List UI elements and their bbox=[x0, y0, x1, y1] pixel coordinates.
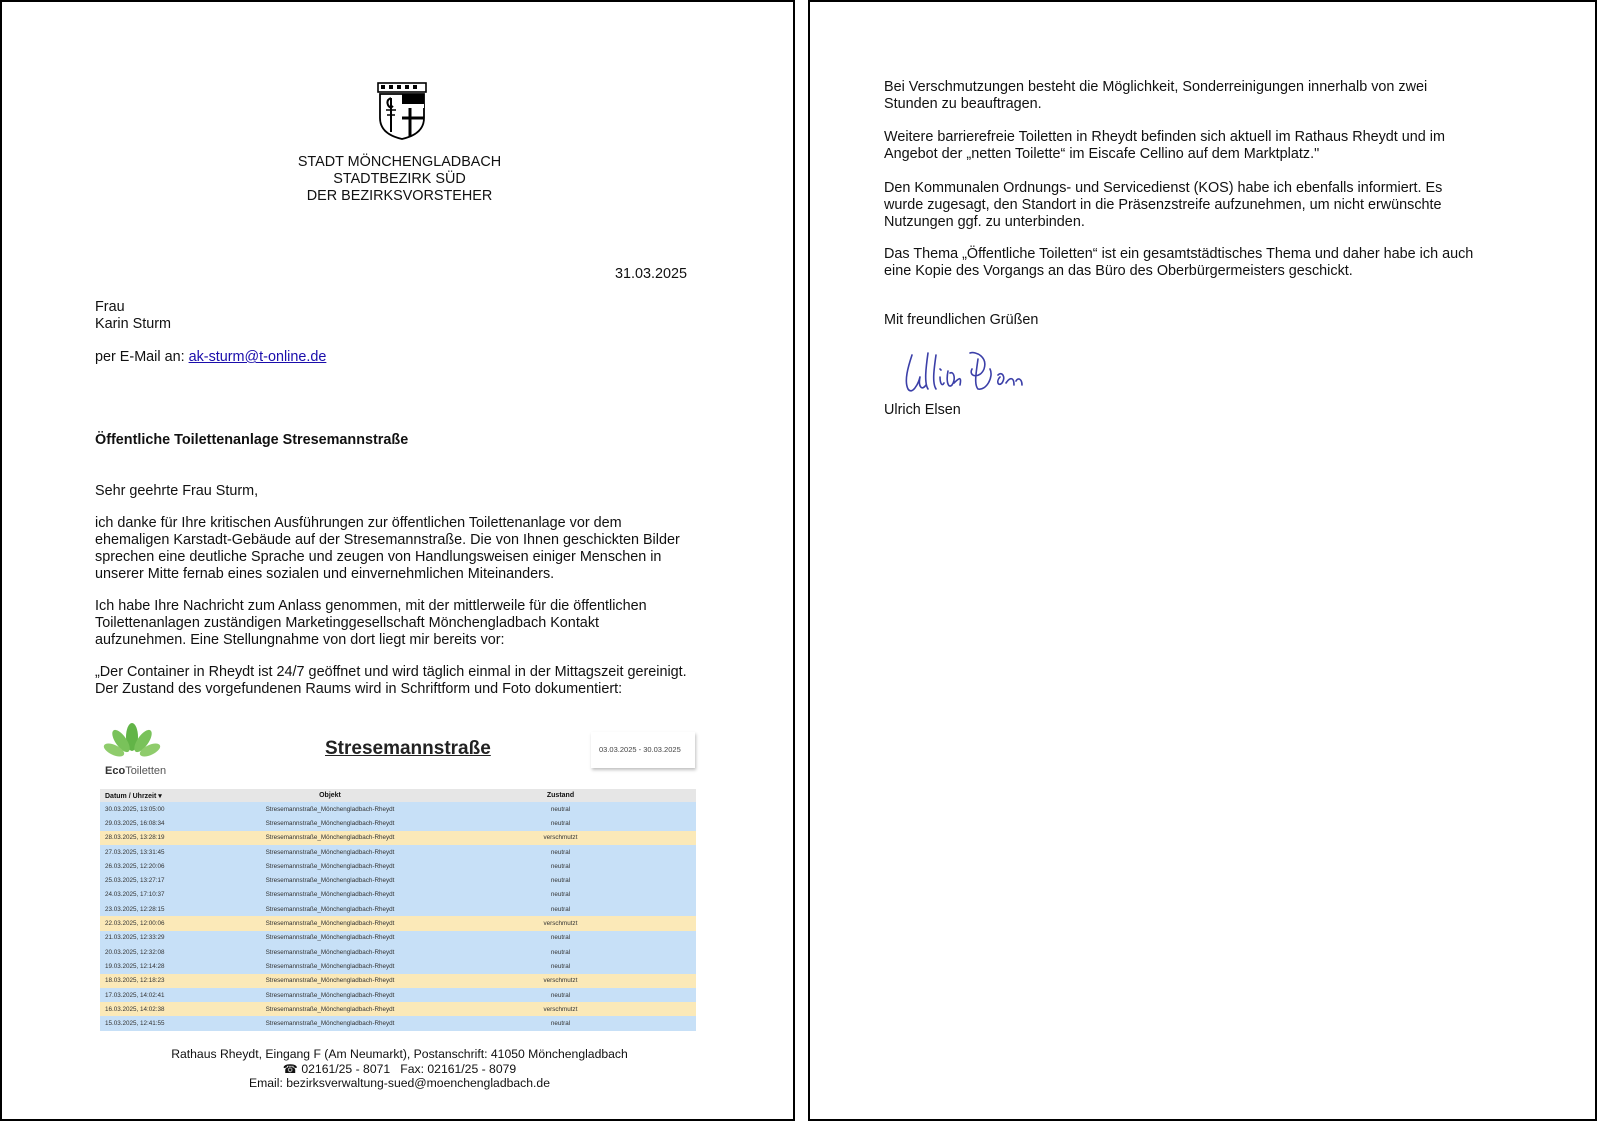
greeting: Sehr geehrte Frau Sturm, bbox=[95, 483, 259, 499]
ecotoiletten-wordmark: EcoToiletten bbox=[105, 765, 167, 777]
table-row bbox=[100, 859, 696, 873]
cell-datetime: 21.03.2025, 12:33:29 bbox=[100, 931, 235, 945]
table-row bbox=[100, 945, 696, 959]
signatory-name: Ulrich Elsen bbox=[884, 402, 961, 418]
cell-status: verschmutzt bbox=[425, 916, 696, 930]
column-header-datetime[interactable]: Datum / Uhrzeit ▾ bbox=[100, 789, 235, 802]
cell-status: neutral bbox=[425, 859, 696, 873]
cell-status: neutral bbox=[425, 845, 696, 859]
letter-page-1 bbox=[0, 0, 795, 1121]
cell-object: Stresemannstraße_Mönchengladbach-Rheydt bbox=[235, 902, 425, 916]
cell-datetime: 17.03.2025, 14:02:41 bbox=[100, 988, 235, 1002]
cell-object: Stresemannstraße_Mönchengladbach-Rheydt bbox=[235, 931, 425, 945]
table-header-row bbox=[100, 789, 696, 802]
cell-object: Stresemannstraße_Mönchengladbach-Rheydt bbox=[235, 816, 425, 830]
table-row bbox=[100, 1016, 696, 1030]
cell-datetime: 30.03.2025, 13:05:00 bbox=[100, 802, 235, 816]
cell-datetime: 26.03.2025, 12:20:06 bbox=[100, 859, 235, 873]
cell-object: Stresemannstraße_Mönchengladbach-Rheydt bbox=[235, 873, 425, 887]
closing: Mit freundlichen Grüßen bbox=[884, 312, 1039, 328]
table-row bbox=[100, 888, 696, 902]
cell-status: neutral bbox=[425, 888, 696, 902]
footer-contact bbox=[2, 1062, 797, 1077]
city-crest-icon bbox=[377, 82, 427, 140]
letterhead-office: DER BEZIRKSVORSTEHER bbox=[306, 188, 493, 204]
cell-status: neutral bbox=[425, 873, 696, 887]
footer-address: Rathaus Rheydt, Eingang F (Am Neumarkt), Postanschrift: 41050 Mönchengladbach bbox=[171, 1047, 628, 1061]
cell-datetime: 23.03.2025, 12:28:15 bbox=[100, 902, 235, 916]
cell-datetime: 19.03.2025, 12:14:28 bbox=[100, 959, 235, 973]
cell-datetime: 24.03.2025, 17:10:37 bbox=[100, 888, 235, 902]
cell-status: neutral bbox=[425, 988, 696, 1002]
cell-object: Stresemannstraße_Mönchengladbach-Rheydt bbox=[235, 1016, 425, 1030]
letterhead-district: STADTBEZIRK SÜD bbox=[333, 171, 466, 187]
table-row bbox=[100, 902, 696, 916]
p2-paragraph-4: Das Thema „Öffentliche Toiletten“ ist ein gesamtstädtisches Thema und daher habe ich auch eine Kopie des Vorgangs an das Büro des Oberbürgermeisters geschickt. bbox=[884, 246, 1474, 279]
phone-icon: ☎ bbox=[282, 1061, 302, 1076]
cell-datetime: 18.03.2025, 12:18:23 bbox=[100, 974, 235, 988]
p2-paragraph-2: Weitere barrierefreie Toiletten in Rheydt befinden sich aktuell im Rathaus Rheydt und im Angebot der „netten Toilette“ im Eiscafe Cellino auf dem Marktplatz." bbox=[884, 129, 1445, 162]
recipient-name: Karin Sturm bbox=[95, 316, 171, 332]
cleaning-report-image bbox=[95, 716, 701, 1030]
email-link[interactable]: ak-sturm@t-online.de bbox=[188, 349, 327, 365]
cell-object: Stresemannstraße_Mönchengladbach-Rheydt bbox=[235, 974, 425, 988]
column-header-object: Objekt bbox=[235, 789, 425, 802]
p2-paragraph-1: Bei Verschmutzungen besteht die Möglichkeit, Sonderreinigungen innerhalb von zwei Stunden zu beauftragen. bbox=[884, 79, 1428, 112]
table-body bbox=[100, 802, 696, 1031]
paragraph-2: Ich habe Ihre Nachricht zum Anlass genommen, mit der mittlerweile für die öffentlichen Toilettenanlagen zuständigen Marketinggesellschaft Mönchengladbach Kontakt aufzunehmen. Eine Stellungnahme von dort liegt mir bereits vor: bbox=[95, 598, 647, 648]
cell-status: neutral bbox=[425, 802, 696, 816]
cell-datetime: 16.03.2025, 14:02:38 bbox=[100, 1002, 235, 1016]
footer-email: Email: bezirksverwaltung-sued@moenchengladbach.de bbox=[249, 1076, 550, 1090]
cell-object: Stresemannstraße_Mönchengladbach-Rheydt bbox=[235, 1002, 425, 1016]
ecotoiletten-logo bbox=[97, 721, 167, 777]
cell-status: neutral bbox=[425, 945, 696, 959]
cell-object: Stresemannstraße_Mönchengladbach-Rheydt bbox=[235, 888, 425, 902]
table-row bbox=[100, 816, 696, 830]
recipient-email-line bbox=[95, 349, 326, 366]
cell-status: verschmutzt bbox=[425, 974, 696, 988]
table-row bbox=[100, 873, 696, 887]
cell-status: neutral bbox=[425, 816, 696, 830]
footer-phone-fax: 02161/25 - 8071 Fax: 02161/25 - 8079 bbox=[301, 1061, 517, 1076]
letter-footer bbox=[2, 1047, 797, 1091]
cell-object: Stresemannstraße_Mönchengladbach-Rheydt bbox=[235, 988, 425, 1002]
cell-status: verschmutzt bbox=[425, 831, 696, 845]
p2-paragraph-3: Den Kommunalen Ordnungs- und Servicedienst (KOS) habe ich ebenfalls informiert. Es wurde zugesagt, den Standort in die Präsenzstreife aufzunehmen, um nicht erwünschte Nutzungen ggf. zu unterbinden. bbox=[884, 180, 1443, 230]
letterhead bbox=[2, 154, 797, 205]
recipient-salutation: Frau bbox=[95, 299, 125, 315]
table-row bbox=[100, 959, 696, 973]
cell-object: Stresemannstraße_Mönchengladbach-Rheydt bbox=[235, 916, 425, 930]
cell-status: neutral bbox=[425, 959, 696, 973]
cell-status: verschmutzt bbox=[425, 1002, 696, 1016]
lotus-leaves-icon bbox=[97, 721, 167, 765]
cell-datetime: 27.03.2025, 13:31:45 bbox=[100, 845, 235, 859]
table-row bbox=[100, 916, 696, 930]
cleaning-log-table bbox=[100, 789, 696, 1031]
cell-datetime: 25.03.2025, 13:27:17 bbox=[100, 873, 235, 887]
cell-status: neutral bbox=[425, 931, 696, 945]
table-row bbox=[100, 974, 696, 988]
cell-datetime: 20.03.2025, 12:32:08 bbox=[100, 945, 235, 959]
cell-status: neutral bbox=[425, 902, 696, 916]
email-prefix: per E-Mail an: bbox=[95, 349, 189, 365]
cell-object: Stresemannstraße_Mönchengladbach-Rheydt bbox=[235, 959, 425, 973]
paragraph-1: ich danke für Ihre kritischen Ausführungen zur öffentlichen Toilettenanlage vor dem ehemaligen Karstadt-Gebäude auf der Stresemannstraße. Die von Ihnen geschickten Bilder sprechen eine deutliche Sprache und zeugen von Handlungsweisen einiger Menschen in unserer Mitte fernab eines sozialen und einvernehmlichen Miteinanders. bbox=[95, 515, 680, 582]
cell-status: neutral bbox=[425, 1016, 696, 1030]
table-row bbox=[100, 1002, 696, 1016]
table-row bbox=[100, 802, 696, 816]
table-row bbox=[100, 845, 696, 859]
cell-datetime: 22.03.2025, 12:00:06 bbox=[100, 916, 235, 930]
cell-object: Stresemannstraße_Mönchengladbach-Rheydt bbox=[235, 831, 425, 845]
cell-object: Stresemannstraße_Mönchengladbach-Rheydt bbox=[235, 945, 425, 959]
report-date-range: 03.03.2025 - 30.03.2025 bbox=[591, 732, 695, 768]
cell-object: Stresemannstraße_Mönchengladbach-Rheydt bbox=[235, 845, 425, 859]
cell-datetime: 29.03.2025, 16:08:34 bbox=[100, 816, 235, 830]
letterhead-city: STADT MÖNCHENGLADBACH bbox=[297, 154, 502, 170]
table-row bbox=[100, 831, 696, 845]
report-title: Stresemannstraße bbox=[325, 738, 491, 759]
cell-object: Stresemannstraße_Mönchengladbach-Rheydt bbox=[235, 802, 425, 816]
letter-subject: Öffentliche Toilettenanlage Stresemannstraße bbox=[95, 432, 409, 448]
paragraph-3: „Der Container in Rheydt ist 24/7 geöffnet und wird täglich einmal in der Mittagszeit gereinigt. Der Zustand des vorgefundenen Raums wird in Schriftform und Foto dokumentiert: bbox=[95, 664, 687, 697]
table-row bbox=[100, 931, 696, 945]
cell-object: Stresemannstraße_Mönchengladbach-Rheydt bbox=[235, 859, 425, 873]
signature-image bbox=[898, 347, 1058, 397]
table-row bbox=[100, 988, 696, 1002]
letter-page-2 bbox=[808, 0, 1597, 1121]
column-header-status: Zustand bbox=[425, 789, 696, 802]
letter-date: 31.03.2025 bbox=[615, 266, 688, 282]
cell-datetime: 15.03.2025, 12:41:55 bbox=[100, 1016, 235, 1030]
cell-datetime: 28.03.2025, 13:28:19 bbox=[100, 831, 235, 845]
